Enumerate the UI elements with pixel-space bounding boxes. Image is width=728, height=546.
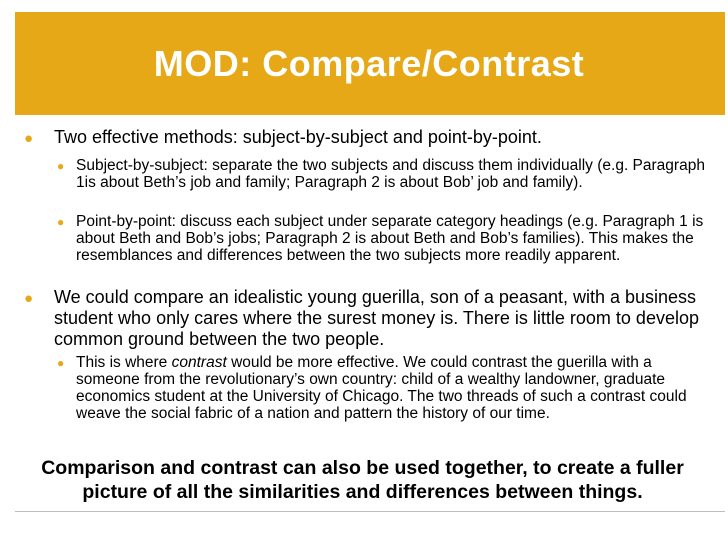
sub-bullet-point-by-point [57,213,717,264]
bullet-guerilla-example [24,287,714,350]
bullet-dot-icon: ● [24,290,34,307]
bullet-dot-icon: ● [57,159,65,173]
bullet-dot-icon: ● [24,130,34,147]
bullet-text: We could compare an idealistic young guerilla, son of a peasant, with a business student who only cares where the surest money is. There is little room to develop common ground between the two people. [54,287,699,349]
bottom-divider [15,511,725,512]
bullet-dot-icon: ● [57,356,65,370]
bullet-text: Two effective methods: subject-by-subject and point-by-point. [54,127,542,147]
slide-title: MOD: Compare/Contrast [153,42,585,84]
sub-bullet-contrast [57,354,717,422]
sub-bullet-subject-by-subject [57,157,717,191]
summary-statement: Comparison and contrast can also be used together, to create a fuller picture of all the similarities and differences between things. [41,457,684,503]
bullet-methods [24,127,714,148]
title-bar [15,12,725,115]
bullet-text: Point-by-point: discuss each subject under separate category headings (e.g. Paragraph 1 is about Beth and Bob’s jobs; Paragraph 2 is about Beth and Bob’s families). This makes the resemblances and differences between the two subjects more readily apparent. [76,213,704,264]
bullet-text [76,354,717,422]
bullet-text-after: would be more effective. We could contrast the guerilla with a someone from the revolutionary’s own country: child of a wealthy landowner, graduate economics student at the University of Chicago. The two threads of such a contrast could weave the social fabric of a nation and pattern the history of our time. [76,354,687,422]
bullet-text: Subject-by-subject: separate the two subjects and discuss them individually (e.g. Paragraph 1is about Beth’s job and family; Paragraph 2 is about Bob’ job and family). [76,157,705,191]
emphasis-contrast: contrast [171,354,227,371]
bullet-text-before: This is where [76,354,172,371]
bullet-dot-icon: ● [57,215,65,229]
